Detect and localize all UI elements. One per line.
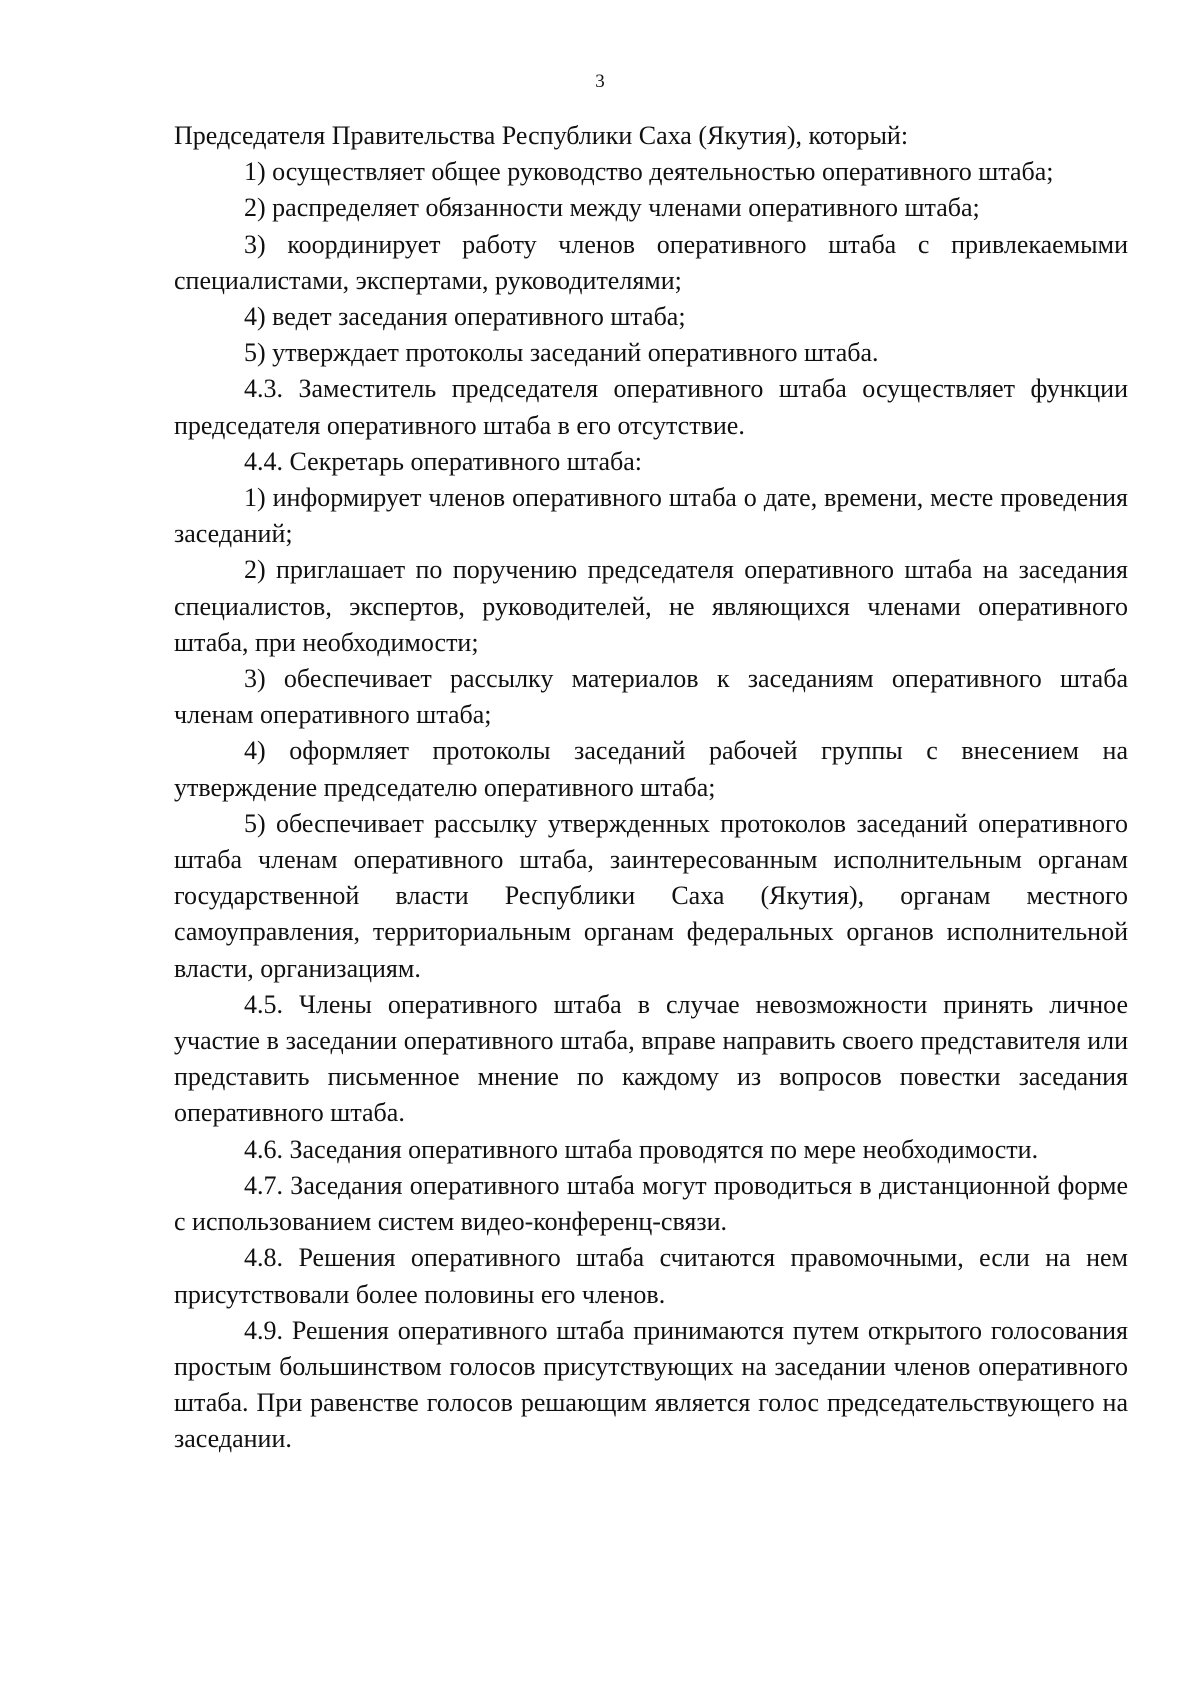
paragraph-secretary-duty-4: 4) оформляет протоколы заседаний рабочей группы с внесением на утверждение председателю оперативного штаба; — [174, 736, 1128, 802]
paragraph-chair-duty-4: 4) ведет заседания оперативного штаба; — [244, 302, 686, 332]
paragraph-4-5: 4.5. Члены оперативного штаба в случае невозможности принять личное участие в заседании оперативного штаба, вправе направить своего представителя или представить письменное мнение по каждому из вопросов повестки заседания оперативного штаба. — [174, 989, 1128, 1128]
paragraph-4-8: 4.8. Решения оперативного штаба считаются правомочными, если на нем присутствовали более половины его членов. — [174, 1243, 1128, 1309]
paragraph-secretary-duty-1: 1) информирует членов оперативного штаба о дате, времени, месте проведения заседаний; — [174, 483, 1128, 549]
paragraph-chair-duty-2: 2) распределяет обязанности между членами оперативного штаба; — [244, 193, 980, 223]
paragraph-4-7: 4.7. Заседания оперативного штаба могут проводиться в дистанционной форме с использованием систем видео-конференц-связи. — [174, 1170, 1128, 1237]
paragraph-chair-duty-3: 3) координирует работу членов оперативного штаба с привлекаемыми специалистами, экспертами, руководителями; — [174, 229, 1128, 295]
paragraph-secretary-duty-3: 3) обеспечивает рассылку материалов к заседаниям оперативного штаба членам оперативного штаба; — [174, 664, 1128, 730]
paragraph-4-6: 4.6. Заседания оперативного штаба проводятся по мере необходимости. — [244, 1134, 1039, 1164]
paragraph-secretary-duty-5: 5) обеспечивает рассылку утвержденных протоколов заседаний оперативного штаба членам оперативного штаба, заинтересованным исполнительным органам государственной власти Республики Саха (Якутия), органам местного самоуправления, территориальным органам федеральных органов исполнительной власти, организациям. — [174, 808, 1128, 983]
document-body — [174, 118, 1128, 1458]
paragraph-4-3: 4.3. Заместитель председателя оперативного штаба осуществляет функции председателя оперативного штаба в его отсутствие. — [174, 374, 1128, 440]
paragraph-chair-duty-1: 1) осуществляет общее руководство деятельностью оперативного штаба; — [244, 157, 1054, 187]
paragraph-secretary-duty-2: 2) приглашает по поручению председателя оперативного штаба на заседания специалистов, экспертов, руководителей, не являющихся членами оперативного штаба, при необходимости; — [174, 555, 1128, 657]
page-number: 3 — [595, 71, 605, 92]
paragraph-chair-duty-5: 5) утверждает протоколы заседаний оперативного штаба. — [244, 338, 879, 368]
paragraph-4-4: 4.4. Секретарь оперативного штаба: — [244, 446, 642, 476]
paragraph-4-9: 4.9. Решения оперативного штаба принимаются путем открытого голосования простым большинством голосов присутствующих на заседании членов оперативного штаба. При равенстве голосов решающим является голос председательствующего на заседании. — [174, 1315, 1128, 1454]
paragraph-continuation: Председателя Правительства Республики Саха (Якутия), который: — [174, 121, 909, 150]
